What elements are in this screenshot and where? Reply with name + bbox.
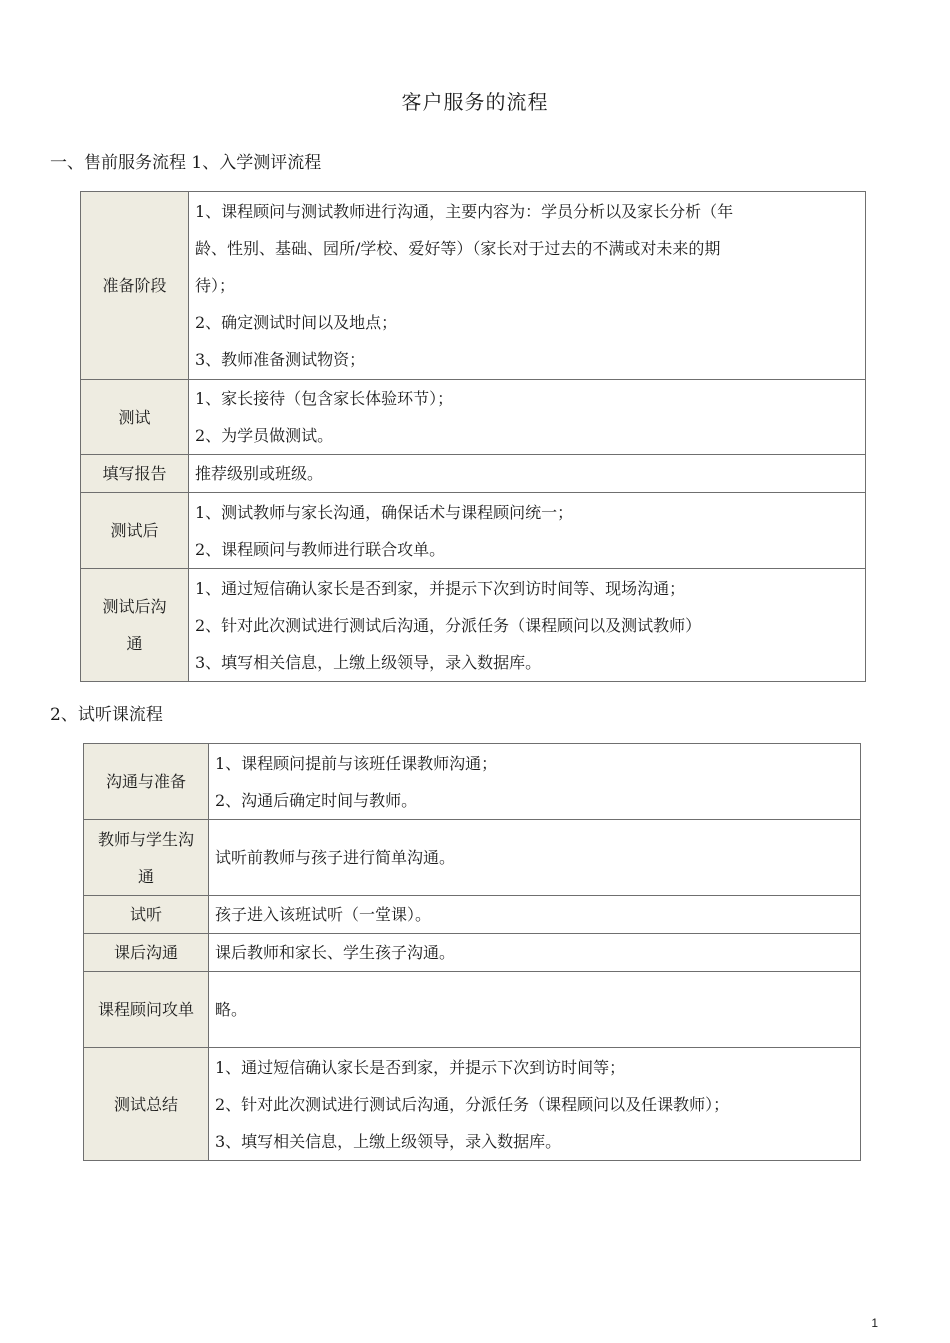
stage-label: 试听 <box>129 905 162 924</box>
stage-label: 测试后沟通 <box>102 597 167 653</box>
stage-label: 测试总结 <box>113 1094 178 1114</box>
stage-cell <box>81 192 189 380</box>
stage-cell <box>81 380 189 455</box>
content-cell <box>189 569 866 682</box>
table-row <box>84 820 861 896</box>
content-line: 1、课程顾问与测试教师进行沟通，主要内容为：学员分析以及家长分析（年 <box>195 202 734 221</box>
table-row <box>81 569 866 682</box>
content-cell <box>209 744 861 820</box>
section1-heading: 一、售前服务流程 1、入学测评流程 <box>50 153 322 173</box>
content-line: 2、为学员做测试。 <box>195 426 334 445</box>
stage-cell <box>81 569 189 682</box>
content-cell <box>209 896 861 934</box>
content-line: 2、课程顾问与教师进行联合攻单。 <box>195 539 446 559</box>
stage-cell <box>84 820 209 896</box>
content-cell <box>209 972 861 1048</box>
content-line: 试听前教师与孩子进行简单沟通。 <box>215 848 456 867</box>
content-line: 龄、性别、基础、园所/学校、爱好等）（家长对于过去的不满或对未来的期 <box>195 239 721 258</box>
content-cell <box>209 934 861 972</box>
content-cell <box>189 192 866 380</box>
content-line: 待）； <box>195 276 236 295</box>
content-line: 推荐级别或班级。 <box>195 464 324 483</box>
content-line: 1、家长接待（包含家长体验环节）； <box>195 389 454 408</box>
stage-label: 教师与学生沟通 <box>97 829 194 886</box>
table-row <box>81 493 866 569</box>
stage-label: 课程顾问攻单 <box>97 1000 194 1019</box>
table-row <box>84 896 861 934</box>
stage-label: 准备阶段 <box>102 276 167 295</box>
section2-heading: 2、试听课流程 <box>50 705 163 725</box>
stage-label: 测试 <box>118 407 151 427</box>
stage-cell <box>84 744 209 820</box>
content-line: 略。 <box>215 1000 248 1019</box>
content-cell <box>189 493 866 569</box>
table-row <box>84 972 861 1048</box>
content-line: 1、课程顾问提前与该班任课教师沟通； <box>215 753 498 773</box>
content-cell <box>189 380 866 455</box>
content-line: 1、测试教师与家长沟通，确保话术与课程顾问统一； <box>195 502 574 522</box>
content-cell <box>209 820 861 896</box>
content-line: 课后教师和家长、学生孩子沟通。 <box>215 943 456 962</box>
table-row <box>81 192 866 380</box>
content-line: 3、教师准备测试物资； <box>195 350 366 369</box>
stage-cell <box>84 934 209 972</box>
table-row <box>84 1048 861 1161</box>
stage-cell <box>81 455 189 493</box>
content-line: 3、填写相关信息，上缴上级领导，录入数据库。 <box>215 1131 562 1151</box>
content-line: 2、针对此次测试进行测试后沟通，分派任务（课程顾问以及任课教师）； <box>215 1094 730 1114</box>
page-number: 1 <box>871 1316 878 1330</box>
content-cell <box>189 455 866 493</box>
trial-class-table <box>83 743 861 1161</box>
content-line: 孩子进入该班试听（一堂课）。 <box>215 905 432 924</box>
stage-label: 沟通与准备 <box>105 772 186 791</box>
content-line: 2、沟通后确定时间与教师。 <box>215 790 418 810</box>
stage-label: 填写报告 <box>102 464 167 483</box>
stage-cell <box>81 493 189 569</box>
stage-cell <box>84 896 209 934</box>
table-row <box>81 455 866 493</box>
content-line: 1、通过短信确认家长是否到家，并提示下次到访时间等、现场沟通； <box>195 578 686 598</box>
content-line: 1、通过短信确认家长是否到家，并提示下次到访时间等； <box>215 1057 626 1077</box>
entrance-assessment-table <box>80 191 866 682</box>
content-line: 2、确定测试时间以及地点； <box>195 313 398 332</box>
stage-label: 测试后 <box>110 521 159 540</box>
stage-cell <box>84 1048 209 1161</box>
table-row <box>84 744 861 820</box>
content-line: 2、针对此次测试进行测试后沟通，分派任务（课程顾问以及测试教师） <box>195 615 702 635</box>
stage-label: 课后沟通 <box>113 943 178 962</box>
content-line: 3、填写相关信息，上缴上级领导，录入数据库。 <box>195 652 542 672</box>
table-row <box>84 934 861 972</box>
table-row <box>81 380 866 455</box>
content-cell <box>209 1048 861 1161</box>
document-title: 客户服务的流程 <box>401 90 549 114</box>
stage-cell <box>84 972 209 1048</box>
